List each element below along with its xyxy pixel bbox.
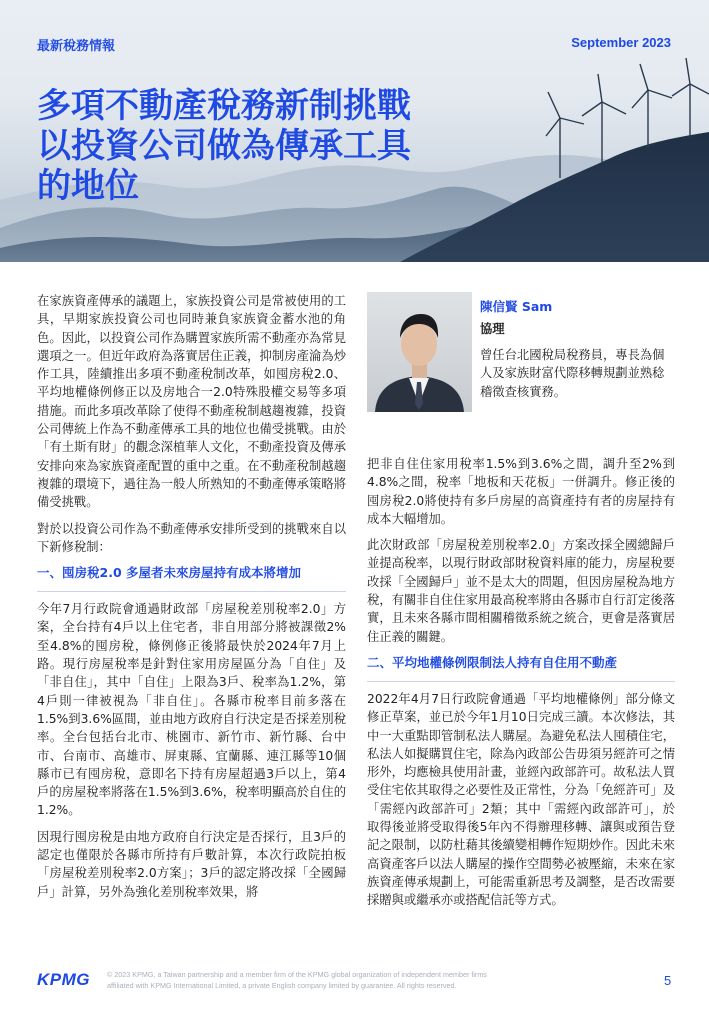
article-title	[37, 86, 457, 206]
kpmg-logo	[37, 970, 95, 990]
author-name: 陳信賢 Sam	[480, 299, 553, 314]
right-paragraph-2: 此次財政部「房屋稅差別稅率2.0」方案改採全國總歸戶並提高稅率，以現行財政部財稅資料庫的能力，房屋稅要改採「全國歸戶」並不是太大的問題，但因房屋稅為地方稅，有關非自住住家用最高稅率將由各縣市自行訂定後落實，且未來各縣市間相關稽徵系統之統合，更會是落實居住正義的關鍵。	[367, 538, 675, 644]
section-1-paragraph-2: 因現行囤房稅是由地方政府自行決定是否採行，且3戶的認定也僅限於各縣市所持有戶數計算，本次行政院拍板「房屋稅差別稅率2.0方案」；3戶的認定將改採「全國歸戶」計算，另外為強化差別稅率效果，將	[37, 829, 346, 899]
section-1-heading: 一、囤房稅2.0 多屋者未來房屋持有成本將增加	[37, 565, 301, 581]
section-divider	[37, 591, 346, 592]
section-2-paragraph-1: 2022年4月7日行政院會通過「平均地權條例」部分條文修正草案，並已於今年1月10日完成三讀。本次修法，其中一大重點即管制私法人購屋。為避免私法人囤積住宅，私法人如擬購買住宅，除為內政部公告毋須另經許可之情形外，均應檢具使用計畫，並經內政部許可。故私法人買受住宅依其取得之必要性及正常性，分為「免經許可」及「需經內政部許可」2類；其中「需經內政部許可」，於取得後並將受取得後5年內不得辦理移轉、讓與或預告登記之限制，以防杜藉其後續變相轉作短期炒作。因此未來高資產客戶以法人購屋的操作空間勢必被壓縮，未來在家族資產傳承規劃上，可能需重新思考及調整，是否改需要採贈與或繼承亦或搭配信託等方式。	[367, 691, 675, 908]
author-photo	[367, 292, 472, 412]
issue-date: September 2023	[571, 35, 671, 50]
intro-paragraph-1: 在家族資產傳承的議題上，家族投資公司是常被使用的工具，早期家族投資公司也同時兼負家族資金蓄水池的角色。因此，以投資公司作為購置家族所需不動產亦為常見選項之一。但近年政府為落實居住正義，抑制房產淪為炒作工具，陸續推出多項不動產稅制改革，如囤房稅2.0、平均地權條例修正以及房地合一2.0特殊股權交易等多項措施。而此多項改革除了使得不動產稅制越趨複雜，投資公司傳統上作為不動產傳承工具的地位也備受挑戰。由於「有土斯有財」的觀念深植華人文化，不動產投資及傳承安排向來為家族資產配置的重中之重。在不動產稅制越趨複雜的環境下，過往為一般人所熟知的不動產傳承策略將備受挑戰。	[37, 294, 346, 510]
intro-paragraph-2: 對於以投資公司作為不動產傳承安排所受到的挑戰來自以下新修稅制：	[37, 521, 346, 554]
title-line-3: 的地位	[37, 166, 139, 206]
kpmg-logo-text: KPMG	[37, 970, 90, 989]
author-info	[480, 298, 675, 401]
right-paragraph-1: 把非自住住家用稅率1.5%到3.6%之間，調升至2%到4.8%之間，稅率「地板和天花板」一併調升。修正後的囤房稅2.0將使持有多戶房屋的高資產持有者的房屋持有成本大幅增加。	[367, 457, 675, 526]
right-column	[367, 455, 675, 918]
author-bio: 曾任台北國稅局稅務員，專長為個人及家族財富代際移轉規劃並熟稔稽徵查核實務。	[480, 348, 665, 399]
section-2-heading: 二、平均地權條例限制法人持有自住用不動產	[367, 654, 618, 670]
author-title: 協理	[480, 322, 505, 336]
section-divider	[367, 681, 675, 682]
section-1-paragraph-1: 今年7月行政院會通過財政部「房屋稅差別稅率2.0」方案，全台持有4戶以上住宅者，非自用部分將被課徵2%至4.8%的囤房稅，條例修正後將最快於2024年7月上路。現行房屋稅率是針對住家用房屋區分為「自住」及「非自住」，其中「自住」上限為3戶、稅率為1.2%，第4戶則一律被視為「非自住」。各縣市稅率目前多落在1.5%到3.6%區間，並由地方政府自行決定是否採差別稅率。全台包括台北市、桃園市、新竹市、新竹縣、台中市、台南市、高雄市、屏東縣、宜蘭縣、連江縣等10個縣市已有囤房稅，意即名下持有房屋超過3戶以上，第4戶的房屋稅率將落在1.5%到3.6%，稅率明顯高於自住的1.2%。	[37, 602, 346, 818]
title-line-2: 以投資公司做為傳承工具	[37, 126, 411, 166]
title-line-1: 多項不動產稅務新制挑戰	[37, 86, 411, 126]
left-column	[37, 292, 346, 909]
page-number: 5	[664, 973, 672, 988]
header-banner	[0, 0, 709, 262]
copyright-line-2: affiliated with KPMG International Limited, a private English company limited by guarantee. All rights reserved.	[107, 981, 457, 990]
author-card	[367, 292, 675, 412]
author-portrait-icon	[367, 292, 472, 412]
copyright-line-1: © 2023 KPMG, a Taiwan partnership and a member firm of the KPMG global organization of independent member firms	[107, 970, 487, 979]
newsletter-tag: 最新稅務情報	[37, 38, 116, 53]
copyright-notice	[107, 969, 577, 991]
